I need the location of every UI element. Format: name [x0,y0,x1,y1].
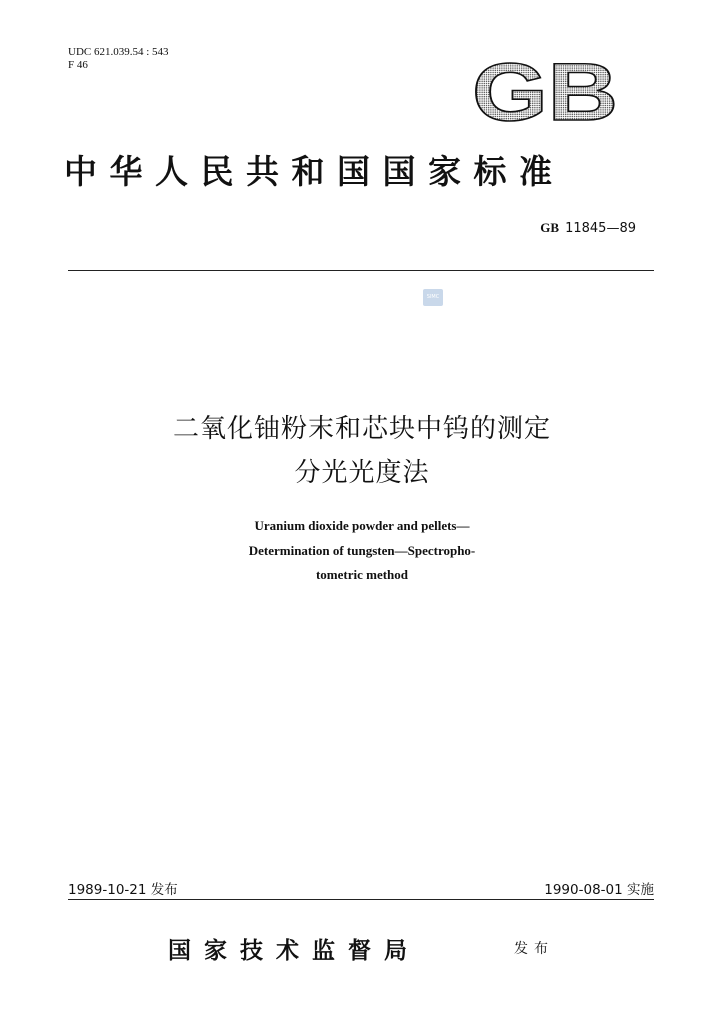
classification-code: F 46 [68,59,88,71]
title-cn-line2: 分光光度法 [294,458,430,488]
stamp-mark: SIMC [423,289,443,306]
title-cn-line1: 二氧化铀粉末和芯块中钨的测定 [172,414,551,444]
issuing-authority: 国家技术监督局 [168,937,420,964]
title-en-line3: tometric method [315,567,409,582]
top-divider [68,270,654,271]
implementation-date: 1990-08-01 实施 [544,882,654,898]
issued-label: 发布 [514,941,554,957]
udc-classification [68,46,169,72]
issue-date: 1989-10-21 发布 [68,882,178,898]
standard-number [540,220,636,236]
national-standard-title: 中华人民共和国国家标准 [64,152,565,191]
udc-code: UDC 621.039.54 : 543 [68,46,169,58]
gb-logo-text: GB [472,56,618,128]
standard-prefix: GB [540,220,560,235]
gb-logo [470,56,620,128]
standard-code: 11845—89 [565,221,636,236]
title-en-line2: Determination of tungsten—Spectropho- [248,543,476,558]
title-en-line1: Uranium dioxide powder and pellets— [254,518,470,533]
bottom-divider [68,899,654,900]
